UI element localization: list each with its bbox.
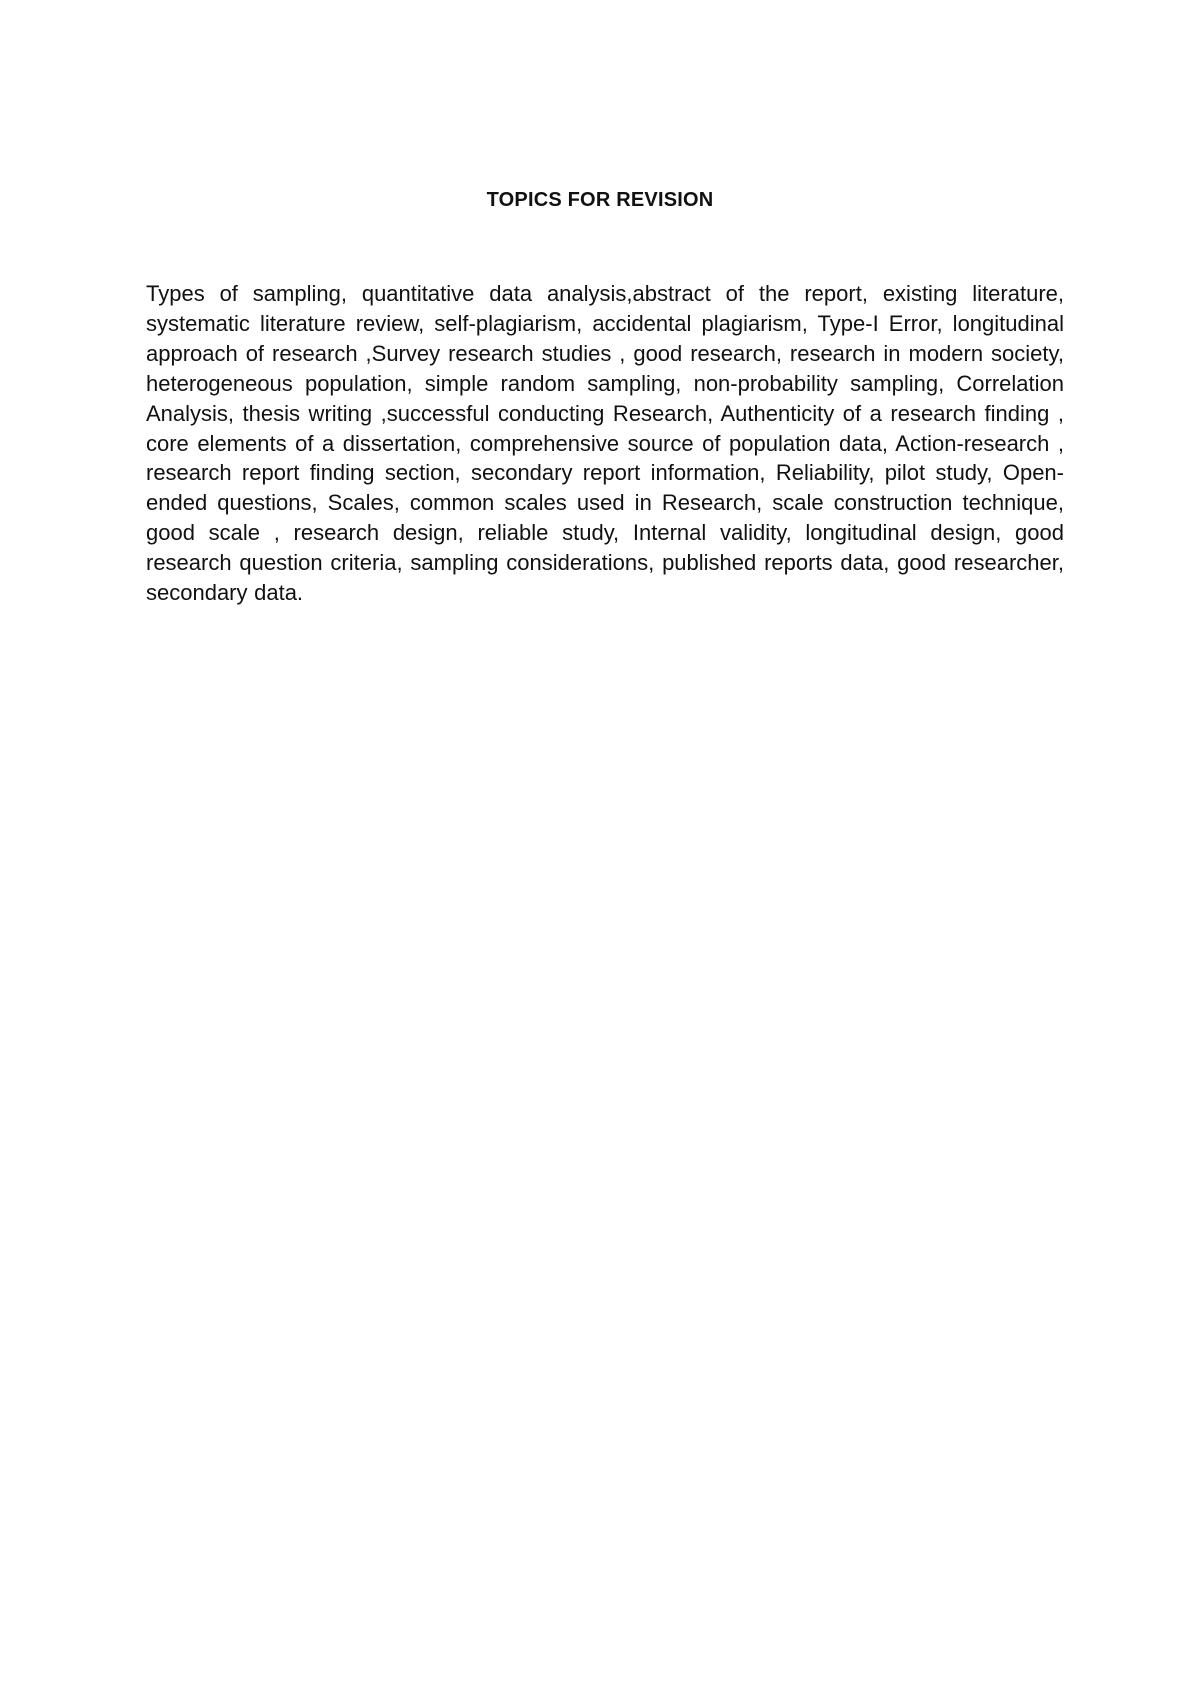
topics-paragraph: Types of sampling, quantitative data analysis,abstract of the report, existing literature, systematic literature review, self-plagiarism, accidental plagiarism, Type-I Error, longitudinal approach of research ,Survey research studies , good research, research in modern society, heterogeneous population, simple random sampling, non-probability sampling, Correlation Analysis, thesis writing ,successful conducting Research, Authenticity of a research finding , core elements of a dissertation, comprehensive source of population data, Action-research , research report finding section, secondary report information, Reliability, pilot study, Open-ended questions, Scales, common scales used in Research, scale construction technique, good scale , research design, reliable study, Internal validity, longitudinal design, good research question criteria, sampling considerations, published reports data, good researcher, secondary data. bbox=[146, 281, 1064, 606]
document-title: TOPICS FOR REVISION bbox=[486, 189, 714, 211]
